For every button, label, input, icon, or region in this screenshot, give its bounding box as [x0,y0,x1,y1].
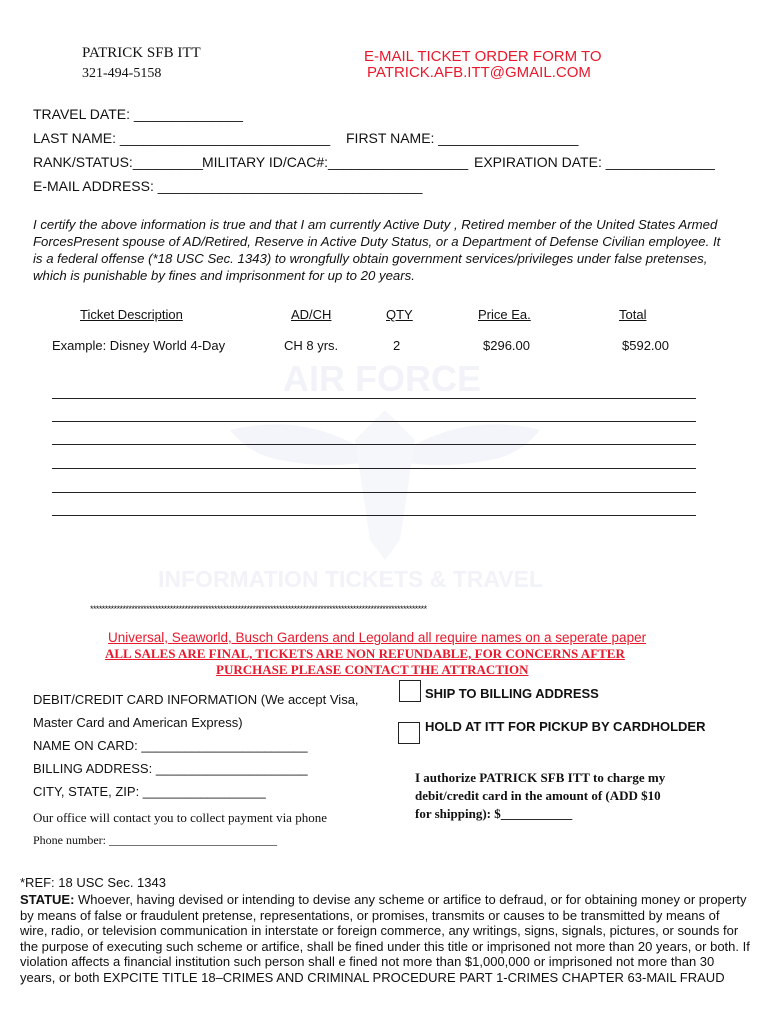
certification-statement: I certify the above information is true and that I am currently Active Duty , Retired member of the United States Armed ForcesPresent spouse of AD/Retired, Reserve in Active Duty Status, or a Department of Defense Civilian employee. It is a federal offense (*18 USC Sec. 1343) to wrongfully obtain government services/privileges under false pretenses, which is punishable by fines and imprisonment for up to 20 years. [33,217,721,283]
form-title-email[interactable]: PATRICK.AFB.ITT@GMAIL.COM [367,64,591,81]
billing-address-field[interactable]: BILLING ADDRESS: _____________________ [33,761,308,776]
ticket-entry-line[interactable] [52,492,696,493]
ticket-entry-line[interactable] [52,421,696,422]
col-header-qty: QTY [386,307,413,322]
col-header-price: Price Ea. [478,307,531,322]
email-address-field[interactable]: E-MAIL ADDRESS: __________________________________ [33,178,423,194]
final-sales-notice-line2: PURCHASE PLEASE CONTACT THE ATTRACTION [216,662,529,677]
form-title-line1: E-MAIL TICKET ORDER FORM TO [364,48,602,65]
ship-to-billing-label: SHIP TO BILLING ADDRESS [425,686,599,701]
watermark-top-text: AIR FORCE [283,358,481,399]
card-info-label-line2: Master Card and American Express) [33,715,243,730]
col-header-adch: AD/CH [291,307,332,322]
org-phone: 321-494-5158 [82,66,162,81]
travel-date-field[interactable]: TRAVEL DATE: ______________ [33,106,243,122]
military-id-field[interactable]: MILITARY ID/CAC#:__________________ [202,154,469,170]
statute-label: STATUE: [20,892,75,907]
ticket-entry-line[interactable] [52,444,696,445]
example-total: $592.00 [622,338,669,353]
hold-at-itt-label: HOLD AT ITT FOR PICKUP BY CARDHOLDER [425,719,706,734]
col-header-description: Ticket Description [80,307,183,322]
example-qty: 2 [393,338,401,353]
statute-ref: *REF: 18 USC Sec. 1343 [20,875,166,890]
expiration-date-field[interactable]: EXPIRATION DATE: ______________ [474,154,715,170]
statute-text [20,892,750,985]
authorization-amount-field[interactable]: for shipping): $___________ [415,806,573,821]
contact-note: Our office will contact you to collect payment via phone [33,810,327,825]
ship-to-billing-checkbox[interactable] [399,680,421,702]
city-state-zip-field[interactable]: CITY, STATE, ZIP: _________________ [33,784,266,799]
last-name-field[interactable]: LAST NAME: ___________________________ [33,130,331,146]
ticket-entry-line[interactable] [52,515,696,516]
example-price: $296.00 [483,338,530,353]
asterisk-separator: ****************************************************************************************************************** [90,604,427,614]
authorization-line2: debit/credit card in the amount of (ADD $10 [415,788,661,803]
org-name: PATRICK SFB ITT [82,45,201,61]
ticket-entry-line[interactable] [52,468,696,469]
example-description: Example: Disney World 4-Day [52,338,226,353]
wings-emblem-icon [220,400,550,570]
name-on-card-field[interactable]: NAME ON CARD: _______________________ [33,738,308,753]
card-info-label-line1: DEBIT/CREDIT CARD INFORMATION (We accept Visa, [33,692,359,707]
ticket-entry-line[interactable] [52,398,696,399]
statute-body: Whoever, having devised or intending to devise any scheme or artifice to defraud, or for obtaining money or property by means of false or fraudulent pretense, representations, or promises, transmits or causes to be transmitted by means of wire, radio, or television communication in interstate or foreign commerce, any writings, signs, signals, pictures, or sounds for the purpose of executing such scheme or artifice, shall be fined under this title or imprisoned not more than 20 years, or both. If violation affects a financial institution such person shall e fined not more than $1,000,000 or imprisoned not more than 30 years, or both EXPCITE TITLE 18–CRIMES AND CRIMINAL PROCEDURE PART 1-CRIMES CHAPTER 63-MAIL FRAUD [20,892,750,985]
hold-at-itt-checkbox[interactable] [398,722,420,744]
watermark-bottom-text: INFORMATION TICKETS & TRAVEL [158,566,544,592]
final-sales-notice-line1: ALL SALES ARE FINAL, TICKETS ARE NON REFUNDABLE, FOR CONCERNS AFTER [105,646,625,661]
first-name-field[interactable]: FIRST NAME: __________________ [346,130,579,146]
example-adch: CH 8 yrs. [284,338,339,353]
col-header-total: Total [619,307,647,322]
phone-number-field[interactable]: Phone number: ____________________________ [33,833,277,847]
names-notice: Universal, Seaworld, Busch Gardens and Legoland all require names on a seperate paper [108,630,647,645]
rank-status-field[interactable]: RANK/STATUS:_________ [33,154,203,170]
authorization-line1: I authorize PATRICK SFB ITT to charge my [415,770,666,785]
